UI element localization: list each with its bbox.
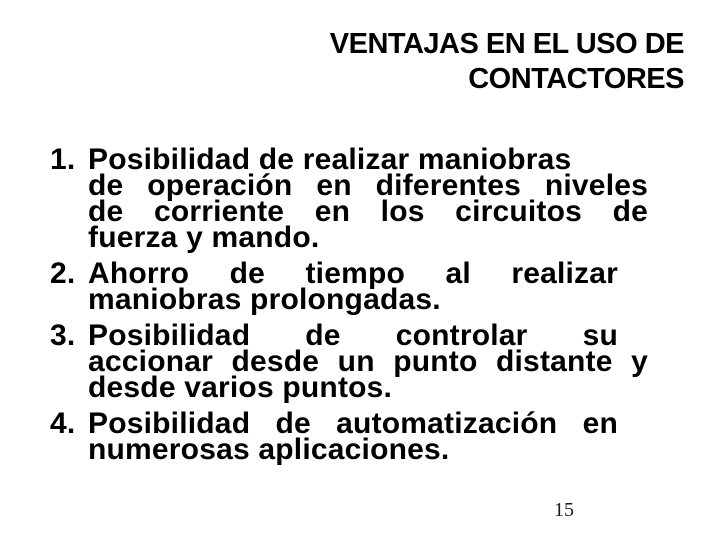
slide-title [0,27,684,97]
list-item-1 [50,143,648,254]
slide-title-line-2: CONTACTORES [468,63,684,95]
item-4-line-2: numerosas aplicaciones. [88,433,450,466]
item-1-number: 1. [50,143,76,176]
advantages-list [50,143,648,466]
item-3-line-1: Posibilidad de controlar su [88,319,618,352]
item-1-line-3: de corriente en los circuitos de [88,195,648,228]
page-number: 15 [554,499,574,521]
item-3-line-3: desde varios puntos. [88,371,393,404]
item-4-line-1: Posibilidad de automatización en [88,407,618,440]
item-2-number: 2. [50,257,76,290]
slide-title-line-1: VENTAJAS EN EL USO DE [329,28,684,60]
item-1-line-1: Posibilidad de realizar maniobras [88,143,572,176]
list-item-3 [50,319,648,404]
list-item-4 [50,407,648,466]
item-2-line-2: maniobras prolongadas. [88,283,441,316]
list-item-2 [50,257,648,316]
item-2-line-1: Ahorro de tiempo al realizar [88,257,618,290]
item-3-number: 3. [50,319,76,352]
item-1-line-4: fuerza y mando. [88,221,320,254]
item-4-number: 4. [50,407,76,440]
item-1-line-2: de operación en diferentes niveles [88,169,648,202]
item-3-line-2: accionar desde un punto distante y [88,345,648,378]
